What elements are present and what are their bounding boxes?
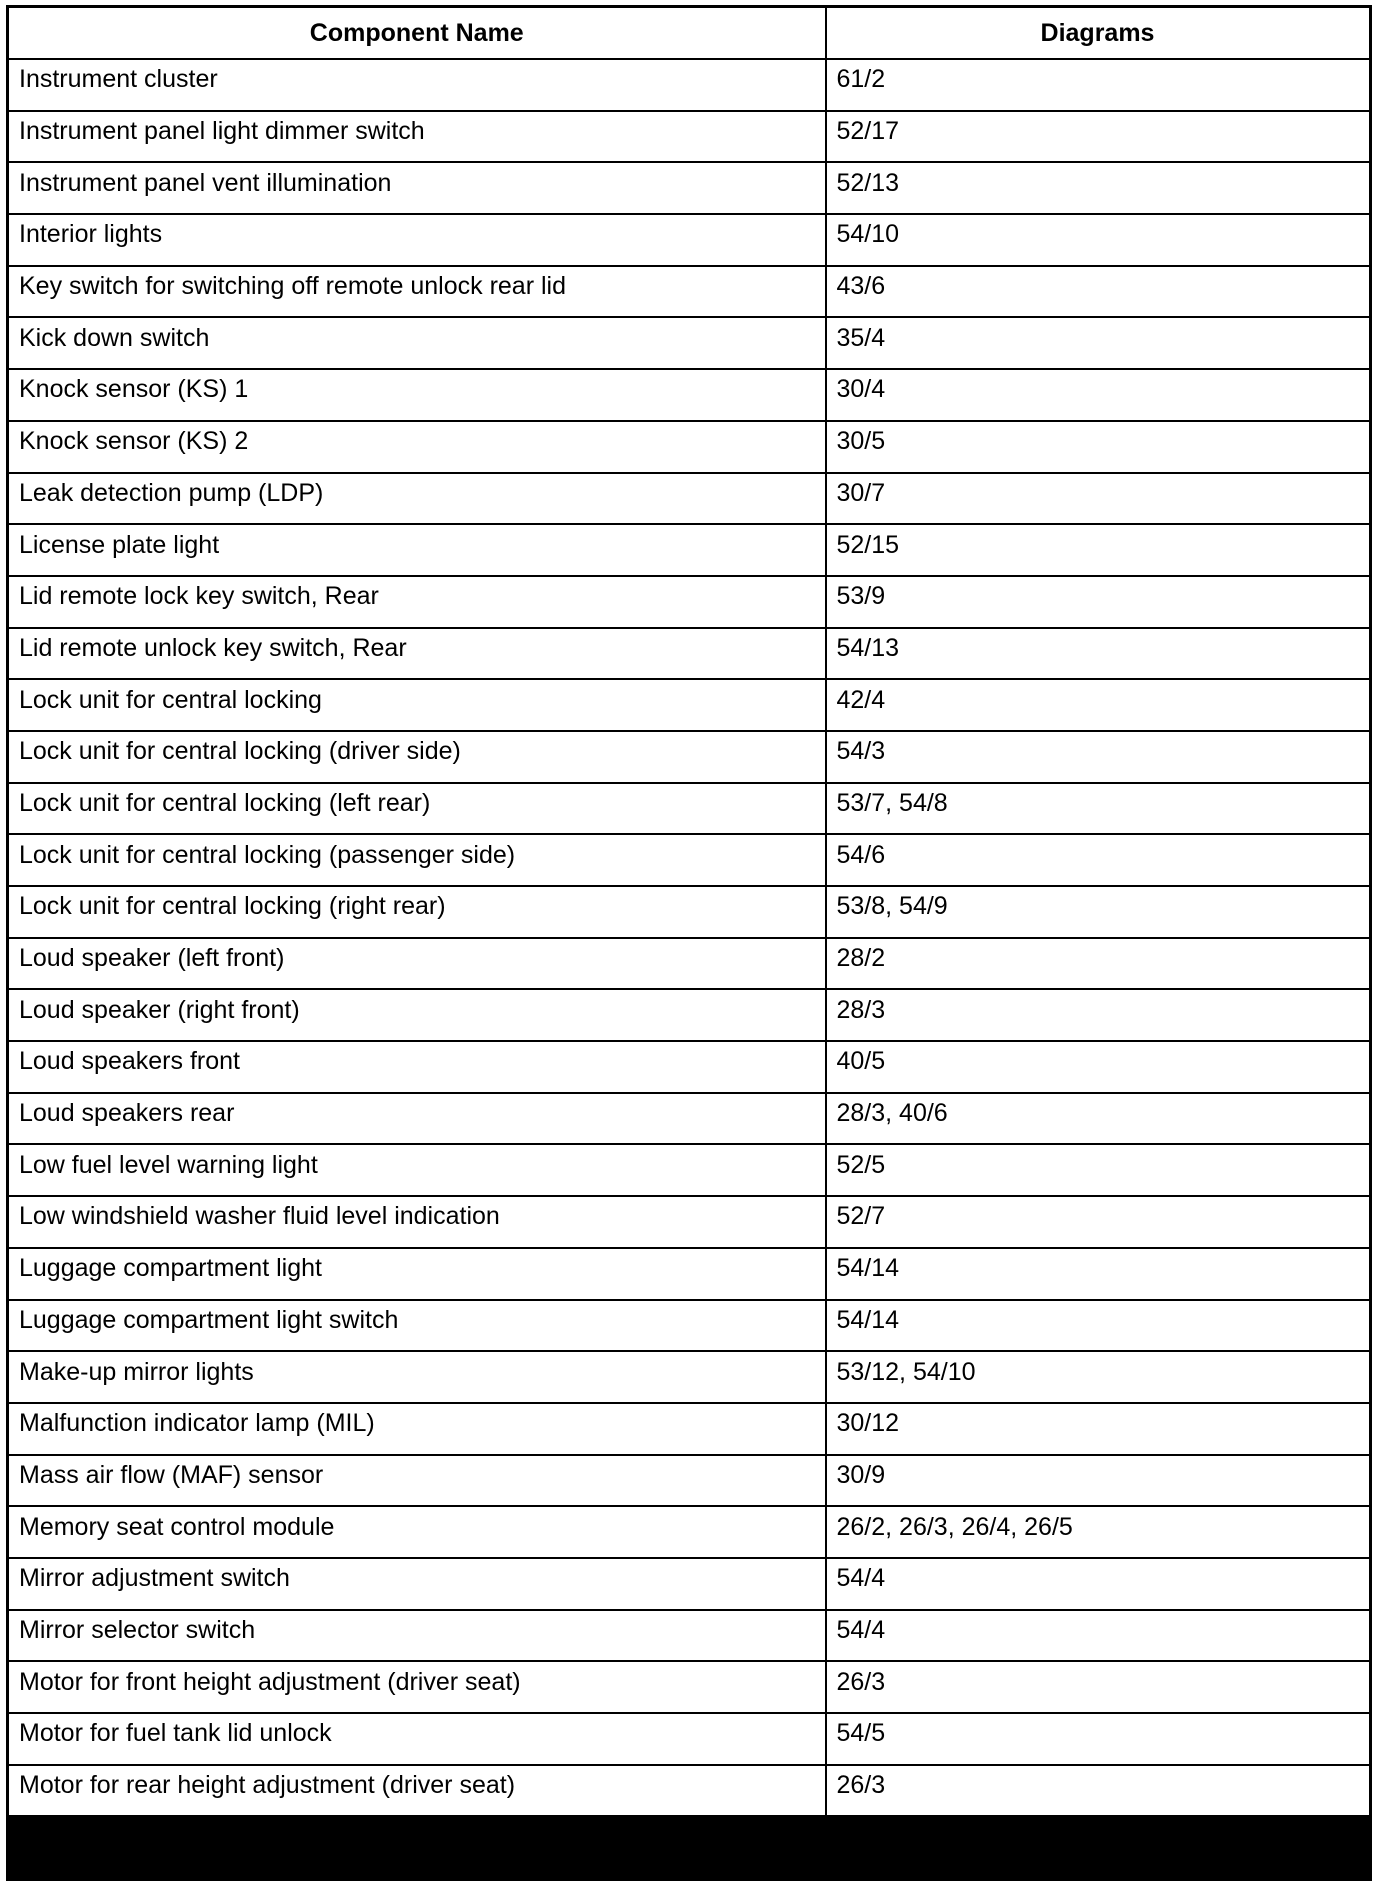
component-name-text: Lock unit for central locking (passenger side) xyxy=(19,840,516,869)
component-name-text: Instrument panel vent illumination xyxy=(19,168,392,197)
component-name-text: Interior lights xyxy=(19,220,163,249)
table-row xyxy=(8,679,1370,731)
table-row xyxy=(8,731,1370,783)
component-name-cell xyxy=(8,1610,826,1662)
component-name-cell xyxy=(8,421,826,473)
diagrams-text: 30/9 xyxy=(836,1460,886,1489)
component-name-cell xyxy=(8,938,826,990)
table-header-row xyxy=(8,7,1370,60)
diagrams-text: 52/13 xyxy=(836,168,900,197)
component-name-text: Lock unit for central locking (right rear) xyxy=(19,892,446,921)
component-name-cell xyxy=(8,576,826,628)
component-name-text: Key switch for switching off remote unlock rear lid xyxy=(19,272,566,301)
table-row xyxy=(8,317,1370,369)
table-row xyxy=(8,1403,1370,1455)
component-name-text: License plate light xyxy=(19,530,220,559)
column-header-component-name: Component Name xyxy=(8,7,826,60)
diagrams-cell xyxy=(826,162,1370,214)
diagrams-text: 54/3 xyxy=(836,737,886,766)
diagrams-text: 61/2 xyxy=(836,65,886,94)
component-name-text: Low fuel level warning light xyxy=(19,1150,318,1179)
table-row xyxy=(8,938,1370,990)
component-name-cell xyxy=(8,1713,826,1765)
diagrams-cell xyxy=(826,679,1370,731)
diagrams-text: 52/17 xyxy=(836,117,900,146)
component-name-text: Lock unit for central locking (driver side) xyxy=(19,737,461,766)
diagrams-cell xyxy=(826,1300,1370,1352)
diagrams-text: 53/9 xyxy=(836,582,886,611)
diagrams-text: 54/14 xyxy=(836,1305,900,1334)
table-row xyxy=(8,1661,1370,1713)
diagrams-cell xyxy=(826,834,1370,886)
component-name-cell xyxy=(8,162,826,214)
component-name-cell xyxy=(8,1351,826,1403)
table-row xyxy=(8,1713,1370,1765)
component-name-cell xyxy=(8,1248,826,1300)
diagrams-text: 54/5 xyxy=(836,1719,886,1748)
component-name-cell xyxy=(8,1196,826,1248)
component-name-cell xyxy=(8,783,826,835)
diagrams-cell xyxy=(826,421,1370,473)
component-name-text: Instrument cluster xyxy=(19,65,218,94)
table-row xyxy=(8,214,1370,266)
table-row xyxy=(8,369,1370,421)
diagrams-cell xyxy=(826,111,1370,163)
table-row xyxy=(8,1558,1370,1610)
component-name-cell xyxy=(8,989,826,1041)
diagrams-cell xyxy=(826,369,1370,421)
diagrams-text: 42/4 xyxy=(836,685,886,714)
diagrams-cell xyxy=(826,886,1370,938)
component-name-text: Loud speakers front xyxy=(19,1047,240,1076)
diagrams-cell xyxy=(826,1196,1370,1248)
diagrams-text: 30/12 xyxy=(836,1409,900,1438)
diagrams-cell xyxy=(826,1455,1370,1507)
component-name-cell xyxy=(8,1506,826,1558)
diagrams-text: 35/4 xyxy=(836,323,886,352)
component-name-text: Instrument panel light dimmer switch xyxy=(19,117,425,146)
component-name-cell xyxy=(8,679,826,731)
diagrams-cell xyxy=(826,989,1370,1041)
table-row xyxy=(8,989,1370,1041)
table-row xyxy=(8,1248,1370,1300)
component-name-text: Loud speakers rear xyxy=(19,1099,235,1128)
component-name-cell xyxy=(8,1041,826,1093)
component-name-cell xyxy=(8,473,826,525)
diagrams-cell xyxy=(826,783,1370,835)
component-name-text: Kick down switch xyxy=(19,323,210,352)
diagrams-cell xyxy=(826,1403,1370,1455)
diagrams-text: 30/4 xyxy=(836,375,886,404)
diagrams-cell xyxy=(826,1765,1370,1817)
table-row xyxy=(8,266,1370,318)
diagrams-cell xyxy=(826,59,1370,111)
diagrams-text: 28/3, 40/6 xyxy=(836,1099,948,1128)
component-name-cell xyxy=(8,524,826,576)
diagrams-cell xyxy=(826,628,1370,680)
component-name-cell xyxy=(8,1455,826,1507)
component-name-text: Malfunction indicator lamp (MIL) xyxy=(19,1409,375,1438)
component-name-text: Loud speaker (left front) xyxy=(19,944,285,973)
table-row xyxy=(8,1610,1370,1662)
diagrams-cell xyxy=(826,1713,1370,1765)
component-name-cell xyxy=(8,628,826,680)
component-name-text: Luggage compartment light xyxy=(19,1254,322,1283)
component-name-cell xyxy=(8,1661,826,1713)
table-row xyxy=(8,162,1370,214)
diagrams-text: 53/7, 54/8 xyxy=(836,788,948,817)
diagrams-text: 26/2, 26/3, 26/4, 26/5 xyxy=(836,1512,1073,1541)
diagrams-cell xyxy=(826,317,1370,369)
diagrams-text: 54/4 xyxy=(836,1564,886,1593)
component-name-cell xyxy=(8,59,826,111)
table-row xyxy=(8,473,1370,525)
table-row xyxy=(8,886,1370,938)
component-name-text: Lid remote lock key switch, Rear xyxy=(19,582,379,611)
diagrams-cell xyxy=(826,576,1370,628)
table-row xyxy=(8,1093,1370,1145)
diagrams-cell xyxy=(826,938,1370,990)
diagrams-text: 54/10 xyxy=(836,220,900,249)
component-name-cell xyxy=(8,1093,826,1145)
diagrams-text: 53/8, 54/9 xyxy=(836,892,948,921)
diagrams-text: 28/3 xyxy=(836,995,886,1024)
table-shadow-frame xyxy=(6,5,1372,1881)
diagrams-cell xyxy=(826,473,1370,525)
component-name-text: Lock unit for central locking xyxy=(19,685,322,714)
component-name-text: Motor for fuel tank lid unlock xyxy=(19,1719,332,1748)
component-name-cell xyxy=(8,214,826,266)
component-name-cell xyxy=(8,317,826,369)
diagrams-text: 43/6 xyxy=(836,272,886,301)
component-name-text: Mirror selector switch xyxy=(19,1615,256,1644)
diagrams-cell xyxy=(826,1558,1370,1610)
diagrams-text: 30/5 xyxy=(836,427,886,456)
diagrams-text: 54/13 xyxy=(836,633,900,662)
diagrams-text: 52/15 xyxy=(836,530,900,559)
component-name-cell xyxy=(8,111,826,163)
diagrams-text: 54/4 xyxy=(836,1615,886,1644)
diagrams-text: 40/5 xyxy=(836,1047,886,1076)
component-name-text: Loud speaker (right front) xyxy=(19,995,300,1024)
table-row xyxy=(8,1765,1370,1817)
component-name-cell xyxy=(8,369,826,421)
table-row xyxy=(8,1144,1370,1196)
component-name-text: Lock unit for central locking (left rear) xyxy=(19,788,431,817)
table-row xyxy=(8,834,1370,886)
component-name-text: Leak detection pump (LDP) xyxy=(19,478,324,507)
table-row xyxy=(8,111,1370,163)
table-row xyxy=(8,59,1370,111)
component-name-cell xyxy=(8,1558,826,1610)
diagrams-text: 30/7 xyxy=(836,478,886,507)
diagrams-text: 52/5 xyxy=(836,1150,886,1179)
diagrams-cell xyxy=(826,1351,1370,1403)
table-row xyxy=(8,628,1370,680)
component-name-text: Mass air flow (MAF) sensor xyxy=(19,1460,324,1489)
component-name-text: Low windshield washer fluid level indication xyxy=(19,1202,500,1231)
table-row xyxy=(8,576,1370,628)
diagrams-cell xyxy=(826,214,1370,266)
diagrams-text: 28/2 xyxy=(836,944,886,973)
table-row xyxy=(8,524,1370,576)
component-name-text: Lid remote unlock key switch, Rear xyxy=(19,633,407,662)
component-name-cell xyxy=(8,266,826,318)
diagrams-cell xyxy=(826,1144,1370,1196)
component-name-text: Motor for rear height adjustment (driver seat) xyxy=(19,1771,516,1800)
table-row xyxy=(8,1196,1370,1248)
component-name-cell xyxy=(8,1300,826,1352)
component-name-text: Motor for front height adjustment (driver seat) xyxy=(19,1667,521,1696)
table-row xyxy=(8,421,1370,473)
diagrams-text: 52/7 xyxy=(836,1202,886,1231)
table-row xyxy=(8,1455,1370,1507)
table-row xyxy=(8,1041,1370,1093)
component-name-text: Luggage compartment light switch xyxy=(19,1305,399,1334)
component-name-text: Mirror adjustment switch xyxy=(19,1564,290,1593)
component-name-text: Knock sensor (KS) 1 xyxy=(19,375,249,404)
table-row xyxy=(8,783,1370,835)
diagrams-cell xyxy=(826,1248,1370,1300)
component-name-cell xyxy=(8,1144,826,1196)
component-name-cell xyxy=(8,1765,826,1817)
diagrams-text: 53/12, 54/10 xyxy=(836,1357,976,1386)
component-name-cell xyxy=(8,834,826,886)
component-name-cell xyxy=(8,1403,826,1455)
component-name-cell xyxy=(8,886,826,938)
column-header-diagrams: Diagrams xyxy=(826,7,1370,60)
table-row xyxy=(8,1506,1370,1558)
diagrams-cell xyxy=(826,266,1370,318)
table-row xyxy=(8,1300,1370,1352)
diagrams-text: 26/3 xyxy=(836,1667,886,1696)
component-name-text: Knock sensor (KS) 2 xyxy=(19,427,249,456)
diagrams-cell xyxy=(826,1506,1370,1558)
diagrams-cell xyxy=(826,1093,1370,1145)
diagrams-cell xyxy=(826,524,1370,576)
diagrams-cell xyxy=(826,1610,1370,1662)
component-name-cell xyxy=(8,731,826,783)
table-row xyxy=(8,1351,1370,1403)
diagrams-cell xyxy=(826,731,1370,783)
diagrams-cell xyxy=(826,1041,1370,1093)
component-diagram-table xyxy=(6,5,1371,1817)
component-name-text: Make-up mirror lights xyxy=(19,1357,254,1386)
diagrams-text: 26/3 xyxy=(836,1771,886,1800)
diagrams-text: 54/6 xyxy=(836,840,886,869)
diagrams-cell xyxy=(826,1661,1370,1713)
diagrams-text: 54/14 xyxy=(836,1254,900,1283)
component-name-text: Memory seat control module xyxy=(19,1512,335,1541)
